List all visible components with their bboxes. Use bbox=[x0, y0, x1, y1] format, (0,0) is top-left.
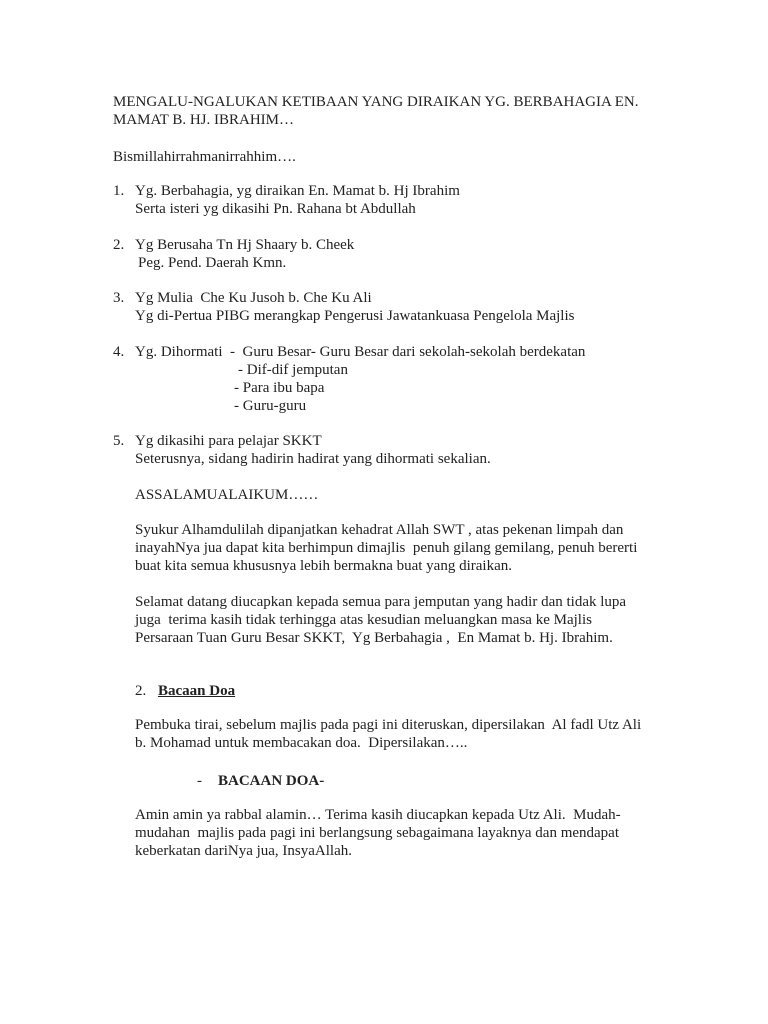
paragraph-line: inayahNya jua dapat kita berhimpun dimajlis penuh gilang gemilang, penuh bererti bbox=[135, 540, 638, 556]
list-number: 1. bbox=[113, 183, 125, 199]
list-item-text: - Guru-guru bbox=[234, 398, 307, 414]
list-item-text: Serta isteri yg dikasihi Pn. Rahana bt Abdullah bbox=[135, 201, 416, 217]
paragraph-line: b. Mohamad untuk membacakan doa. Dipersilakan….. bbox=[135, 735, 468, 751]
list-item-text: Yg Mulia Che Ku Jusoh b. Che Ku Ali bbox=[135, 290, 372, 306]
section-heading: Bacaan Doa bbox=[158, 683, 236, 699]
title-line-2: MAMAT B. HJ. IBRAHIM… bbox=[113, 112, 294, 128]
list-item-text: - Guru Besar- Guru Besar dari sekolah-sekolah berdekatan bbox=[230, 344, 586, 360]
paragraph-line: buat kita semua khususnya lebih bermakna buat yang diraikan. bbox=[135, 558, 512, 574]
list-number: 3. bbox=[113, 290, 125, 306]
list-number: 4. bbox=[113, 344, 125, 360]
section-number: 2. bbox=[135, 683, 147, 699]
paragraph-line: Selamat datang diucapkan kepada semua para jemputan yang hadir dan tidak lupa bbox=[135, 594, 627, 610]
list-item-text: Peg. Pend. Daerah Kmn. bbox=[138, 255, 287, 271]
paragraph-line: keberkatan dariNya jua, InsyaAllah. bbox=[135, 843, 352, 859]
doa-label: BACAAN DOA- bbox=[218, 773, 325, 789]
list-item-text: - Dif-dif jemputan bbox=[238, 362, 348, 378]
paragraph-line: Amin amin ya rabbal alamin… Terima kasih diucapkan kepada Utz Ali. Mudah- bbox=[135, 807, 621, 823]
list-item-text: Yg Berusaha Tn Hj Shaary b. Cheek bbox=[135, 237, 355, 253]
title-line-1: MENGALU-NGALUKAN KETIBAAN YANG DIRAIKAN YG. BERBAHAGIA EN. bbox=[113, 94, 639, 110]
list-item-text: Seterusnya, sidang hadirin hadirat yang dihormati sekalian. bbox=[135, 451, 491, 467]
paragraph-line: mudahan majlis pada pagi ini berlangsung sebagaimana layaknya dan mendapat bbox=[135, 825, 620, 841]
list-number: 2. bbox=[113, 237, 125, 253]
paragraph-line: juga terima kasih tidak terhingga atas kesudian meluangkan masa ke Majlis bbox=[135, 612, 592, 628]
paragraph-line: Persaraan Tuan Guru Besar SKKT, Yg Berbahagia , En Mamat b. Hj. Ibrahim. bbox=[135, 630, 613, 646]
doa-dash: - bbox=[197, 773, 202, 789]
list-item-text: Yg. Berbahagia, yg diraikan En. Mamat b. Hj Ibrahim bbox=[135, 183, 460, 199]
list-item-text: Yg di-Pertua PIBG merangkap Pengerusi Jawatankuasa Pengelola Majlis bbox=[135, 308, 575, 324]
paragraph-line: Syukur Alhamdulilah dipanjatkan kehadrat Allah SWT , atas pekenan limpah dan bbox=[135, 522, 624, 538]
opening-text: Bismillahirrahmanirrahhim…. bbox=[113, 149, 296, 165]
greeting: ASSALAMUALAIKUM…… bbox=[135, 487, 319, 503]
list-item-text: Yg. Dihormati bbox=[135, 344, 223, 360]
paragraph-line: Pembuka tirai, sebelum majlis pada pagi ini diteruskan, dipersilakan Al fadl Utz Ali bbox=[135, 717, 642, 733]
list-item-text: - Para ibu bapa bbox=[234, 380, 325, 396]
list-number: 5. bbox=[113, 433, 125, 449]
list-item-text: Yg dikasihi para pelajar SKKT bbox=[135, 433, 322, 449]
